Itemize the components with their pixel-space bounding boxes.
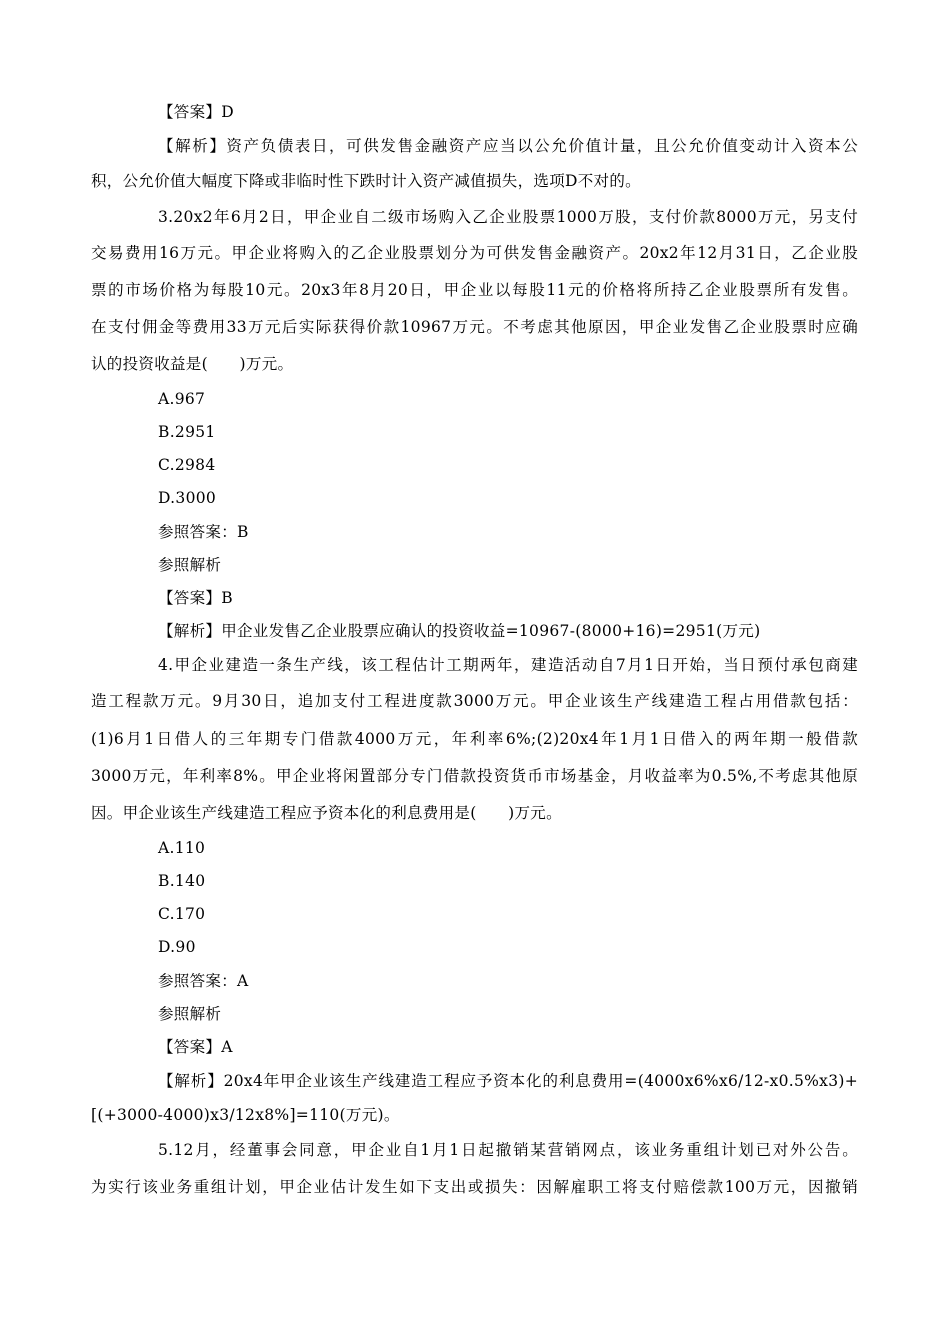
explanation-text: 积，公允价值大幅度下降或非临时性下跌时计入资产减值损失，选项D不对的。 bbox=[91, 172, 641, 190]
answer-label: 【答案】B bbox=[158, 589, 233, 607]
option-a: A.967 bbox=[158, 390, 206, 408]
question-text: 4.甲企业建造一条生产线，该工程估计工期两年，建造活动自7月1日开始，当日预付承包商建 bbox=[158, 656, 858, 674]
reference-explanation-heading: 参照解析 bbox=[158, 1005, 222, 1023]
question-text: 5.12月，经董事会同意，甲企业自1月1日起撤销某营销网点，该业务重组计划已对外公告。 bbox=[158, 1141, 858, 1159]
question-text: 3000万元，年利率8%。甲企业将闲置部分专门借款投资货币市场基金，月收益率为0.5%,不考虑其他原 bbox=[91, 767, 858, 785]
explanation-text: 【解析】20x4年甲企业该生产线建造工程应予资本化的利息费用=(4000x6%x6/12-x0.5%x3)+ bbox=[158, 1072, 858, 1090]
answer-label: 【答案】D bbox=[158, 103, 234, 121]
question-text: 3.20x2年6月2日，甲企业自二级市场购入乙企业股票1000万股，支付价款8000万元，另支付 bbox=[158, 208, 858, 226]
reference-explanation-heading: 参照解析 bbox=[158, 556, 222, 574]
option-c: C.170 bbox=[158, 905, 206, 923]
explanation-text: [(+3000-4000)x3/12x8%]=110(万元)。 bbox=[91, 1106, 400, 1124]
question-text: 认的投资收益是( )万元。 bbox=[91, 355, 294, 373]
question-text: 因。甲企业该生产线建造工程应予资本化的利息费用是( )万元。 bbox=[91, 804, 562, 822]
question-text: 为实行该业务重组计划，甲企业估计发生如下支出或损失：因解雇职工将支付赔偿款100万元，因撤销 bbox=[91, 1178, 858, 1196]
option-b: B.2951 bbox=[158, 423, 216, 441]
option-d: D.3000 bbox=[158, 489, 217, 507]
option-d: D.90 bbox=[158, 938, 196, 956]
question-text: 交易费用16万元。甲企业将购入的乙企业股票划分为可供发售金融资产。20x2年12月31日，乙企业股 bbox=[91, 244, 858, 262]
option-a: A.110 bbox=[158, 839, 206, 857]
explanation-text: 【解析】资产负债表日，可供发售金融资产应当以公允价值计量，且公允价值变动计入资本公 bbox=[158, 137, 858, 155]
question-text: 在支付佣金等费用33万元后实际获得价款10967万元。不考虑其他原因，甲企业发售乙企业股票时应确 bbox=[91, 318, 858, 336]
option-b: B.140 bbox=[158, 872, 206, 890]
question-text: (1)6月1日借人的三年期专门借款4000万元，年利率6%;(2)20x4年1月1日借入的两年期一般借款 bbox=[91, 730, 858, 748]
reference-answer: 参照答案：A bbox=[158, 972, 249, 990]
option-c: C.2984 bbox=[158, 456, 216, 474]
question-text: 票的市场价格为每股10元。20x3年8月20日，甲企业以每股11元的价格将所持乙企业股票所有发售。 bbox=[91, 281, 858, 299]
question-text: 造工程款万元。9月30日，追加支付工程进度款3000万元。甲企业该生产线建造工程占用借款包括： bbox=[91, 692, 858, 710]
explanation-text: 【解析】甲企业发售乙企业股票应确认的投资收益=10967-(8000+16)=2951(万元) bbox=[158, 622, 761, 640]
reference-answer: 参照答案：B bbox=[158, 523, 249, 541]
answer-label: 【答案】A bbox=[158, 1038, 233, 1056]
